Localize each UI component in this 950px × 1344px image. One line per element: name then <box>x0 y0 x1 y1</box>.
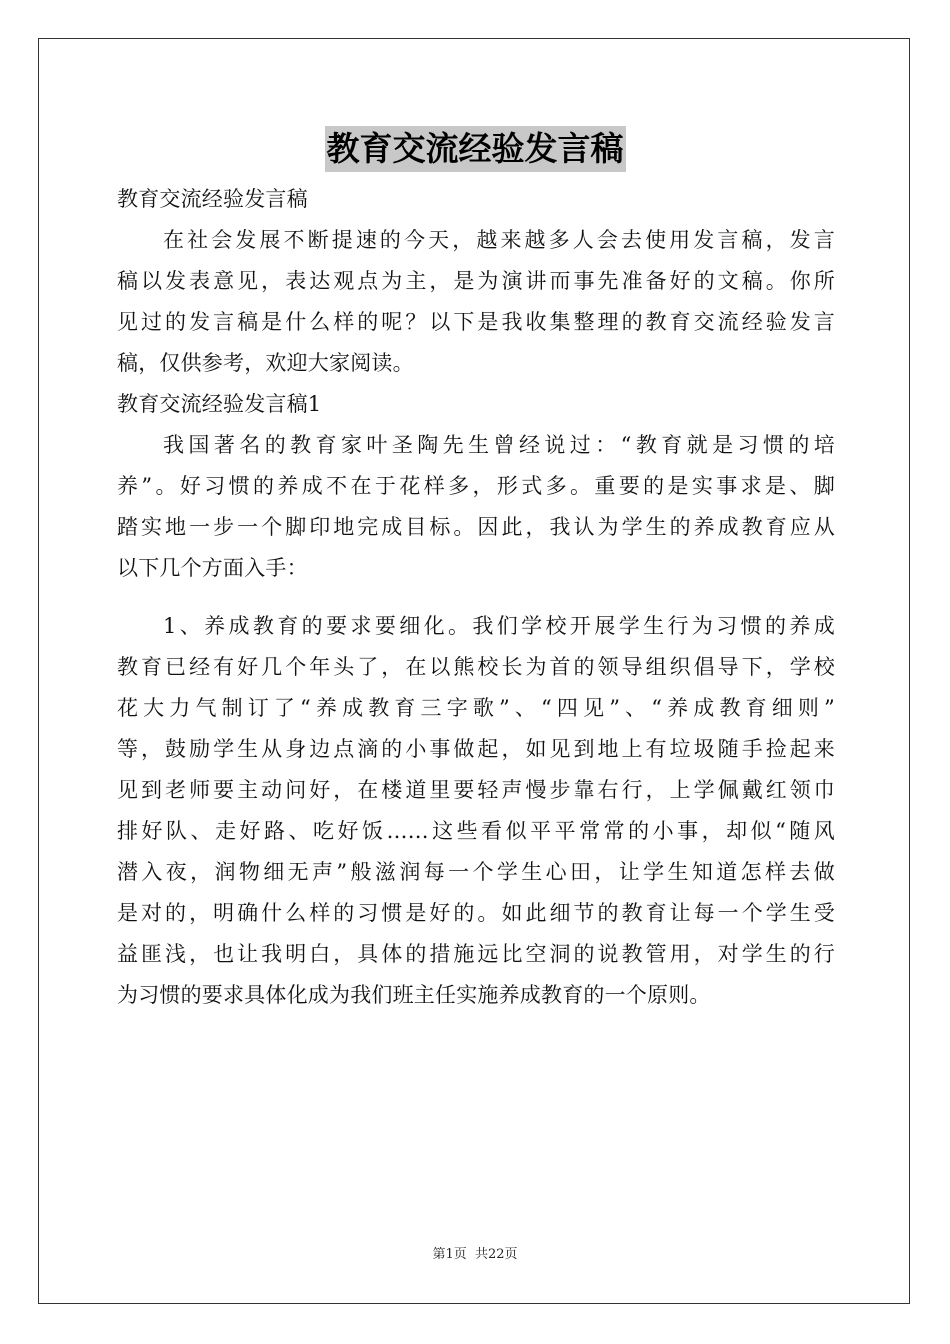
document-subtitle: 教育交流经验发言稿 <box>117 187 308 211</box>
paragraph-line: 踏实地一步一个脚印地完成目标。因此，我认为学生的养成教育应从 <box>117 515 835 539</box>
section-heading: 教育交流经验发言稿1 <box>117 392 322 416</box>
paragraph-line: 我国著名的教育家叶圣陶先生曾经说过：“教育就是习惯的培 <box>163 433 835 457</box>
paragraph-line: 见到老师要主动问好，在楼道里要轻声慢步靠右行，上学佩戴红领巾 <box>117 778 835 802</box>
document-body <box>117 179 835 1016</box>
page-total: 共22页 <box>474 1247 518 1262</box>
paragraph-line: 以下几个方面入手： <box>117 556 308 580</box>
page-footer <box>0 1246 950 1264</box>
title-container <box>0 126 950 172</box>
intro-line: 稿，仅供参考，欢迎大家阅读。 <box>117 351 414 375</box>
paragraph-line: 潜入夜，润物细无声”般滋润每一个学生心田，让学生知道怎样去做 <box>117 860 835 884</box>
paragraph-line: 教育已经有好几个年头了，在以熊校长为首的领导组织倡导下，学校 <box>117 655 835 679</box>
paragraph-line: 花大力气制订了“养成教育三字歌”、“四见”、“养成教育细则” <box>117 696 835 720</box>
paragraph-line: 1、养成教育的要求要细化。我们学校开展学生行为习惯的养成 <box>163 614 835 638</box>
paragraph-line: 等，鼓励学生从身边点滴的小事做起，如见到地上有垃圾随手捡起来 <box>117 737 835 761</box>
paragraph-line: 益匪浅，也让我明白，具体的措施远比空洞的说教管用，对学生的行 <box>117 942 835 966</box>
intro-line: 稿以发表意见，表达观点为主，是为演讲而事先准备好的文稿。你所 <box>117 269 835 293</box>
document-title: 教育交流经验发言稿 <box>325 126 626 172</box>
page-number: 第1页 <box>432 1247 467 1262</box>
paragraph-line: 排好队、走好路、吃好饭……这些看似平平常常的小事，却似“随风 <box>117 819 835 843</box>
paragraph-line: 养”。好习惯的养成不在于花样多，形式多。重要的是实事求是、脚 <box>117 474 835 498</box>
intro-line: 见过的发言稿是什么样的呢？以下是我收集整理的教育交流经验发言 <box>117 310 835 334</box>
paragraph-line: 是对的，明确什么样的习惯是好的。如此细节的教育让每一个学生受 <box>117 901 835 925</box>
paragraph-spacer <box>117 589 835 606</box>
paragraph-line: 为习惯的要求具体化成为我们班主任实施养成教育的一个原则。 <box>117 983 711 1007</box>
intro-line: 在社会发展不断提速的今天，越来越多人会去使用发言稿，发言 <box>163 228 835 252</box>
